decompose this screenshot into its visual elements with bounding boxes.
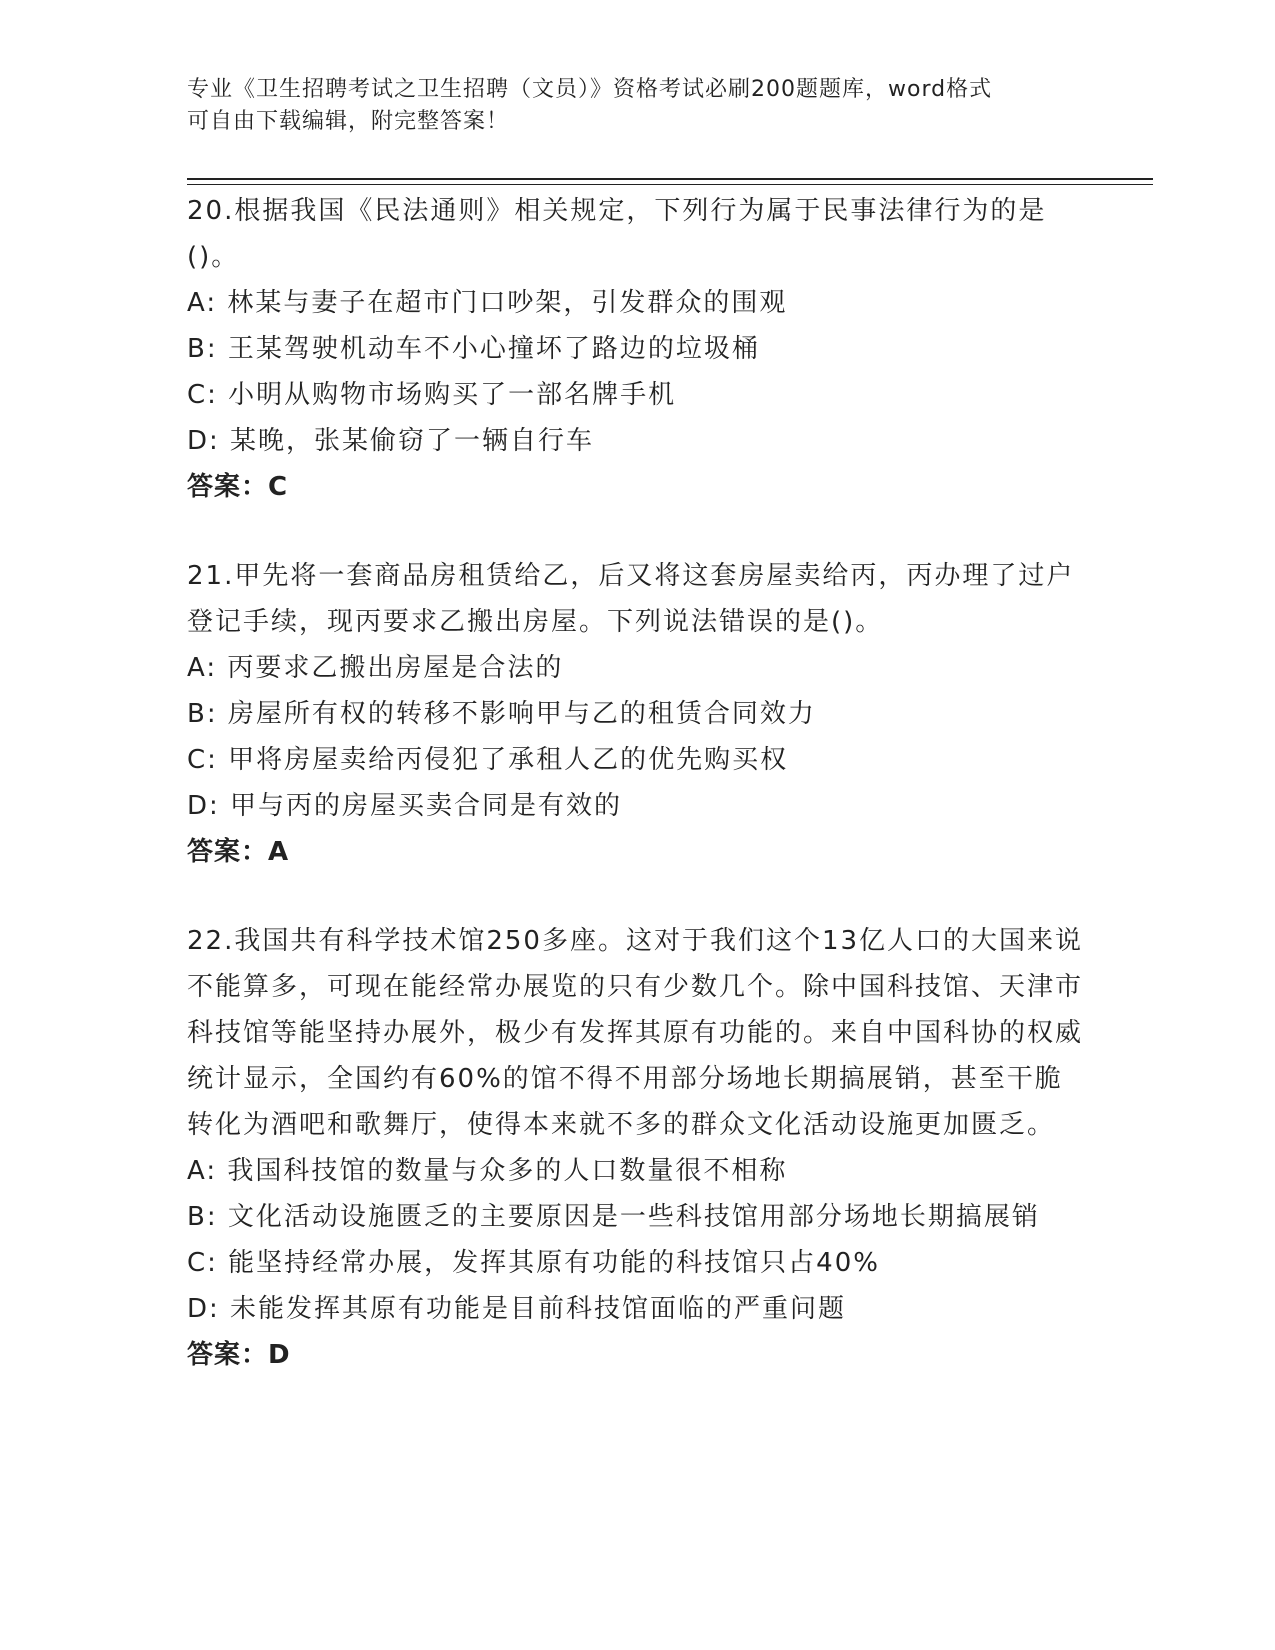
option-a: A: 丙要求乙搬出房屋是合法的: [187, 653, 564, 683]
question-stem: 21.甲先将一套商品房租赁给乙，后又将这套房屋卖给丙，丙办理了过户登记手续，现丙要求乙搬出房屋。下列说法错误的是()。: [187, 561, 1075, 637]
question-stem: 22.我国共有科学技术馆250多座。这对于我们这个13亿人口的大国来说不能算多，可现在能经常办展览的只有少数几个。除中国科技馆、天津市科技馆等能坚持办展外，极少有发挥其原有功能的。来自中国科协的权威统计显示，全国约有60%的馆不得不用部分场地长期搞展销，甚至干脆转化为酒吧和歌舞厅，使得本来就不多的群众文化活动设施更加匮乏。: [187, 926, 1084, 1140]
option-d: D: 某晚，张某偷窃了一辆自行车: [187, 426, 595, 456]
option-c: C: 小明从购物市场购买了一部名牌手机: [187, 380, 677, 410]
answer-line: 答案：A: [187, 837, 290, 867]
option-a: A: 我国科技馆的数量与众多的人口数量很不相称: [187, 1156, 788, 1186]
question-stem: 20.根据我国《民法通则》相关规定，下列行为属于民事法律行为的是()。: [187, 196, 1047, 272]
option-b: B: 王某驾驶机动车不小心撞坏了路边的垃圾桶: [187, 334, 760, 364]
option-c: C: 甲将房屋卖给丙侵犯了承租人乙的优先购买权: [187, 745, 789, 775]
option-a: A: 林某与妻子在超市门口吵架，引发群众的围观: [187, 288, 788, 318]
header-divider-thin: [187, 184, 1153, 185]
option-d: D: 甲与丙的房屋买卖合同是有效的: [187, 791, 623, 821]
option-b: B: 房屋所有权的转移不影响甲与乙的租赁合同效力: [187, 699, 816, 729]
question-20: [187, 188, 1087, 510]
question-21: [187, 553, 1087, 875]
answer-line: 答案：C: [187, 472, 289, 502]
question-22: [187, 918, 1087, 1378]
document-header: [187, 74, 1067, 138]
header-line-2: 可自由下载编辑，附完整答案！: [187, 109, 510, 134]
option-c: C: 能坚持经常办展，发挥其原有功能的科技馆只占40%: [187, 1248, 880, 1278]
header-line-1: 专业《卫生招聘考试之卫生招聘（文员）》资格考试必刷200题题库，word格式: [187, 77, 993, 102]
option-d: D: 未能发挥其原有功能是目前科技馆面临的严重问题: [187, 1294, 847, 1324]
option-b: B: 文化活动设施匮乏的主要原因是一些科技馆用部分场地长期搞展销: [187, 1202, 1040, 1232]
answer-line: 答案：D: [187, 1340, 291, 1370]
header-divider-thick: [187, 178, 1153, 180]
